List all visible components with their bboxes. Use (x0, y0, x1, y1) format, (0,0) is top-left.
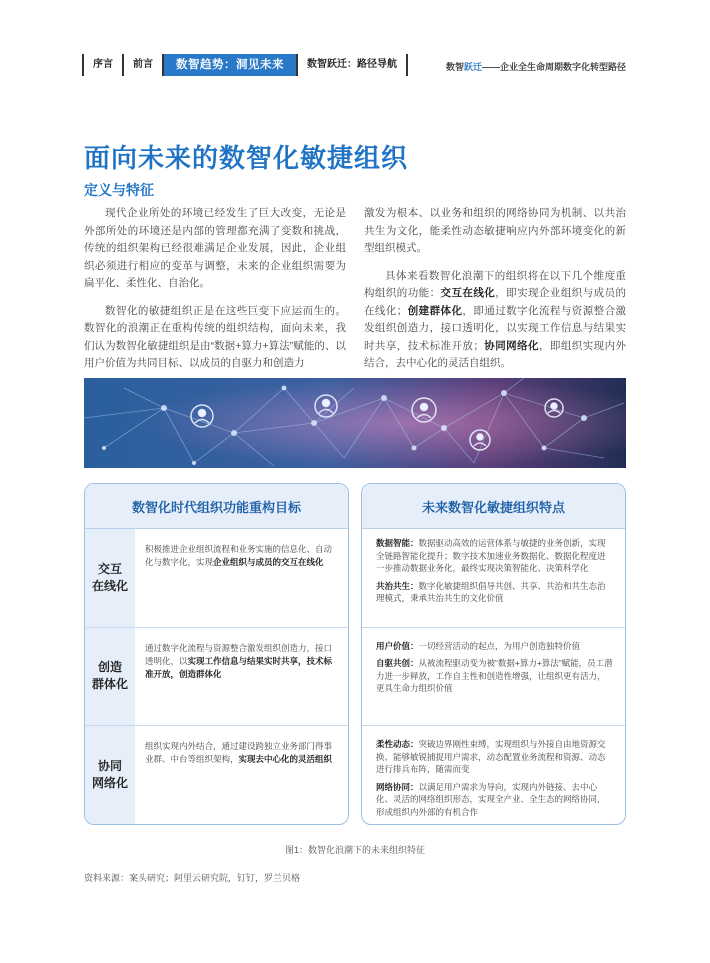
feature-block (362, 726, 625, 818)
row-label-line: 网络化 (91, 776, 128, 791)
feature-text: 以满足用户需求为导向，实现内外链接、去中心化、灵活的网络组织形态，实现全产业、全生态的网络协同，形成组织内外部的有机合作 (376, 781, 606, 817)
bold-term: 企业组织与成员的交互在线化 (213, 557, 324, 567)
brand-suffix: ——企业全生命周期数字化转型路径 (481, 62, 626, 72)
nav-tab-leap[interactable]: 数智跃迁：路径导航 (307, 59, 397, 70)
feature-sep: ： (410, 658, 419, 668)
feature-block (362, 628, 625, 727)
feature-text: 数据驱动高效的运营体系与敏捷的业务创新，实现全链路智能化提升；数字技术加速业务数据化、数据化程度进一步推动数据业务化，最终实现决策智能化、决策科学化 (376, 538, 606, 573)
nav-separator (406, 54, 408, 76)
row-label-line: 协同 (97, 759, 122, 774)
feature-item (376, 580, 613, 605)
row-label (85, 726, 135, 825)
text-span: 积极推进企业组织流程和业务实施的信息化、自动化与数字化，实现 (145, 544, 333, 567)
feature-item (376, 640, 613, 653)
bold-term: 创建群体化 (407, 304, 463, 317)
feature-item (376, 657, 613, 695)
feature-sep: ： (410, 538, 419, 548)
feature-text: 从被流程驱动变为被“数据+算力+算法”赋能，员工潜力进一步释放，工作自主性和创造性增强，让组织更有活力，更具生命力组织价值 (376, 658, 613, 693)
text-span: 组织实现内外结合，通过建设跨独立业务部门得事业群、中台等组织架构， (145, 741, 333, 764)
feature-item (376, 738, 613, 776)
brand-prefix: 数智 (445, 62, 464, 72)
bold-term: 实现工作信息与结果实时共享，技术标准开放，创造群体化 (145, 655, 333, 679)
row-label-line: 在线化 (91, 578, 128, 593)
row-label-line: 群体化 (91, 677, 128, 692)
table-row (85, 628, 348, 727)
feature-item (376, 537, 613, 575)
panel-title: 未来数智化敏捷组织特点 (362, 484, 625, 529)
feature-text: 数字化敏捷组织倡导共创、共享、共治和共生态治理模式，秉承共治共生的文化价值 (376, 580, 606, 603)
feature-term: 数据智能 (376, 538, 411, 548)
bold-term: 交互在线化 (440, 287, 496, 299)
feature-sep: ： (410, 580, 419, 591)
source-note: 资料来源：案头研究；阿里云研究院，钉钉，罗兰贝格 (84, 873, 301, 883)
page-title: 面向未来的数智化敏捷组织 (84, 143, 409, 173)
feature-term: 共治共生 (376, 580, 411, 591)
bold-term: 实现去中心化的灵活组织 (238, 754, 333, 764)
feature-item (376, 781, 613, 819)
paragraph: 激发为根本、以业务和组织的网络协同为机制、以共治共生为文化，能柔性动态敏捷响应内外部环境变化的新型组织模式。 (364, 207, 626, 254)
text-span: ，即组织实现内外结合，去中心化的灵活自组织。 (364, 339, 627, 369)
paragraph: 数智化的敏捷组织正是在这些巨变下应运而生的。数智化的浪潮正在重构传统的组织结构，面向未来，我们认为数智化敏捷组织是由“数据+算力+算法”赋能的、以用户价值为共同目标、以成员的自驱力和创造力 (84, 304, 346, 369)
bold-term: 协同网络化 (483, 339, 539, 352)
table-row (85, 726, 348, 825)
text-span: 通过数字化流程与资源整合激发组织创造力，接口透明化，以 (145, 642, 333, 666)
text-span: 具体来看数智化浪潮下的组织将在以下几个维度重构组织的功能： (364, 269, 626, 299)
paragraph (364, 268, 626, 373)
feature-text: 突破边界刚性束缚，实现组织与外接自由地资源交换、能够敏锐捕捉用户需求，动态配置业务流程和资源、动态进行排兵布阵，随需而变 (376, 739, 606, 774)
brand-title (446, 60, 626, 73)
top-navigation (82, 54, 408, 76)
row-label-line: 交互 (97, 561, 122, 576)
agile-org-features-panel (361, 483, 626, 825)
reconstruction-goals-panel (84, 483, 349, 825)
feature-term: 网络协同 (376, 781, 411, 792)
nav-tab-foreword[interactable]: 前言 (133, 59, 153, 70)
feature-sep: ： (410, 640, 419, 651)
text-span: ，即实现企业组织与成员的在线化； (364, 287, 627, 317)
right-text-column (364, 205, 626, 383)
row-label (85, 628, 135, 726)
feature-term: 自驱共创 (376, 658, 411, 668)
row-description (135, 726, 348, 825)
nav-tab-trends[interactable]: 数智趋势：洞见未来 (164, 54, 296, 76)
paragraph: 现代企业所处的环境已经发生了巨大改变，无论是外部所处的环境还是内部的管理都充满了变数和挑战，传统的组织架构已经很难满足企业发展，因此，企业组织必须进行相应的变革与调整，未来的企业组织需要为扁平化、柔性化、自治化。 (84, 207, 346, 289)
left-text-column (84, 205, 346, 383)
feature-sep: ： (410, 781, 419, 792)
network-banner-image (84, 378, 626, 468)
row-label (85, 529, 135, 627)
brand-highlight: 跃迁 (463, 62, 482, 72)
row-label-line: 创造 (97, 660, 122, 675)
network-illustration (84, 378, 626, 468)
feature-text: 一切经营活动的起点，为用户创造独特价值 (418, 640, 581, 651)
row-description (135, 628, 348, 726)
row-description (135, 529, 348, 627)
feature-term: 用户价值 (376, 640, 411, 651)
section-title: 定义与特征 (84, 182, 154, 198)
figure-caption: 图1：数智化浪潮下的未来组织特征 (284, 845, 425, 855)
feature-sep: ： (410, 739, 419, 749)
feature-block (362, 529, 625, 628)
table-row (85, 529, 348, 628)
feature-term: 柔性动态 (376, 739, 411, 749)
panel-title: 数智化时代组织功能重构目标 (85, 484, 348, 529)
text-span: ，即通过数字化流程与资源整合激发组织创造力，接口透明化，以实现工作信息与结果实时共享，技术标准开放； (364, 304, 627, 352)
nav-tab-preface[interactable]: 序言 (93, 59, 113, 70)
